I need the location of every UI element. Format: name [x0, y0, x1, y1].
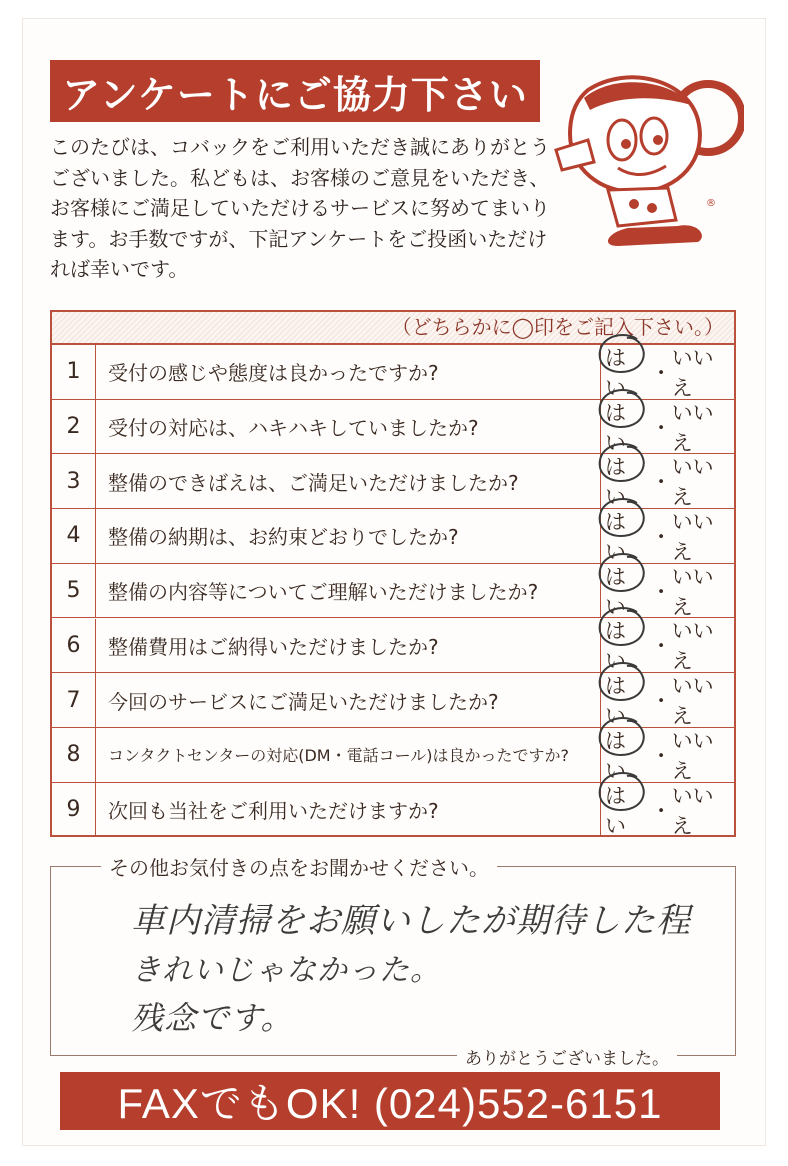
answer-no[interactable]: いいえ — [671, 400, 714, 455]
hand-circle-mark — [597, 552, 649, 594]
answer-no[interactable]: いいえ — [671, 728, 714, 783]
answer-yes-label: はい — [605, 619, 626, 674]
question-text: 今回のサービスにご満足いただけましたか? — [108, 689, 499, 714]
question-number: 5 — [52, 564, 96, 618]
question-number: 9 — [52, 783, 96, 838]
answer-yes-label: はい — [605, 455, 626, 510]
answer-no[interactable]: いいえ — [671, 674, 714, 729]
circle-stroke — [600, 773, 644, 810]
answer-no[interactable]: いいえ — [671, 619, 714, 674]
answer-separator: ・ — [650, 415, 672, 440]
question-text: 整備の内容等についてご理解いただけましたか? — [108, 580, 539, 605]
answer-separator: ・ — [650, 634, 672, 659]
answer-yes-label: はい — [605, 564, 626, 619]
question-row — [52, 783, 734, 838]
circle-stroke — [600, 499, 644, 536]
page-title: アンケートにご協力下さい — [50, 60, 540, 122]
question-number: 2 — [52, 400, 96, 454]
svg-text:®: ® — [706, 198, 716, 209]
hand-circle-mark — [597, 716, 649, 758]
hand-circle-mark — [597, 606, 649, 648]
intro-text: このたびは、コバックをご利用いただき誠にありがとうございました。私どもは、お客様のご意見をいただき、お客様にご満足していただけるサービスに努めてまいります。お手数ですが、下記アンケートをご投函いただければ幸いです。 — [50, 135, 550, 281]
answer-separator: ・ — [650, 798, 672, 823]
fax-banner: FAXでもOK! (024)552-6151 — [60, 1072, 720, 1130]
question-text: 整備の納期は、お約束どおりでしたか? — [108, 525, 459, 550]
answer-yes-label: はい — [605, 783, 626, 838]
handwritten-line: 残念です。 — [131, 999, 294, 1037]
answer-yes-label: はい — [605, 674, 626, 729]
survey-table — [50, 310, 736, 837]
answer-separator: ・ — [650, 524, 672, 549]
question-number: 1 — [52, 345, 96, 399]
question-number: 3 — [52, 454, 96, 508]
question-number: 4 — [52, 509, 96, 563]
answer-no[interactable]: いいえ — [671, 345, 714, 400]
comment-title: その他お気付きの点をお聞かせください。 — [101, 852, 497, 881]
answer-choice[interactable] — [600, 783, 734, 838]
circle-stroke — [600, 554, 644, 591]
mascot-icon — [548, 70, 744, 248]
circle-stroke — [600, 718, 644, 755]
circle-stroke — [600, 608, 644, 645]
question-number: 8 — [52, 728, 96, 782]
hand-circle-mark — [597, 442, 649, 484]
circle-stroke — [600, 335, 644, 372]
answer-separator: ・ — [650, 360, 672, 385]
question-number: 7 — [52, 673, 96, 727]
handwritten-line: 車内清掃をお願いしたが期待した程 — [131, 901, 691, 941]
comment-box[interactable] — [50, 856, 736, 1069]
hand-circle-mark — [597, 333, 649, 375]
hand-circle-mark — [597, 771, 649, 813]
hand-circle-mark — [597, 388, 649, 430]
question-text: 受付の対応は、ハキハキしていましたか? — [108, 416, 479, 441]
question-text: 整備費用はご納得いただけましたか? — [108, 634, 439, 659]
answer-no[interactable]: いいえ — [671, 783, 714, 838]
hand-circle-mark — [597, 661, 649, 703]
answer-separator: ・ — [650, 743, 672, 768]
answer-separator: ・ — [650, 689, 672, 714]
hand-circle-mark — [597, 497, 649, 539]
thanks-text: ありがとうございました。 — [457, 1044, 677, 1069]
survey-instruction: （どちらかに◯印をご記入下さい。） — [52, 312, 734, 345]
answer-separator: ・ — [650, 579, 672, 604]
circle-stroke — [600, 390, 644, 427]
answer-yes-label: はい — [605, 345, 626, 400]
circle-stroke — [600, 663, 644, 700]
circle-stroke — [600, 444, 644, 481]
question-text: 受付の感じや態度は良かったですか? — [108, 361, 439, 386]
answer-no[interactable]: いいえ — [671, 509, 714, 564]
answer-no[interactable]: いいえ — [671, 564, 714, 619]
answer-yes-label: はい — [605, 509, 626, 564]
answer-no[interactable]: いいえ — [671, 455, 714, 510]
question-text: 次回も当社をご利用いただけますか? — [108, 799, 439, 824]
handwritten-line: きれいじゃなかった。 — [131, 953, 441, 988]
answer-yes-label: はい — [605, 728, 626, 783]
answer-yes-label: はい — [605, 400, 626, 455]
question-text: 整備のできばえは、ご満足いただけましたか? — [108, 470, 519, 495]
answer-yes[interactable] — [601, 780, 651, 840]
question-text: コンタクトセンターの対応(DM・電話コール)は良かったですか? — [108, 746, 570, 766]
answer-separator: ・ — [650, 470, 672, 495]
question-number: 6 — [52, 619, 96, 673]
